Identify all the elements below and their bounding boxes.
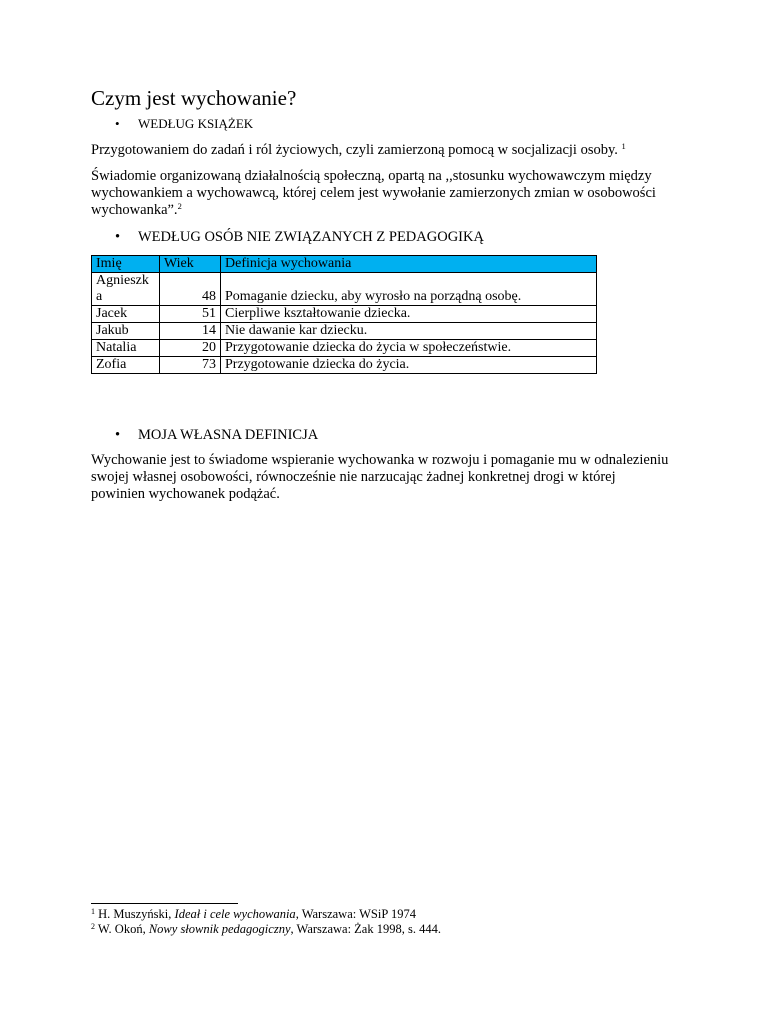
footnote-1: $^1$ H. Muszyński, Ideał i cele wychowania, Warszawa: WSiP 1974: [91, 907, 416, 921]
cell-definition: Przygotowanie dziecka do życia w społeczeństwie.: [221, 340, 597, 357]
cell-name: Agnieszk a: [92, 273, 160, 306]
cell-name: Jacek: [92, 306, 160, 323]
cell-name: Zofia: [92, 357, 160, 374]
table-header-row: [92, 256, 597, 273]
bullet-icon: •: [115, 116, 120, 131]
bullet-icon: •: [115, 427, 121, 443]
bullet-non-pedagogy: [91, 228, 671, 246]
cell-definition: Przygotowanie dziecka do życia.: [221, 357, 597, 374]
definitions-table: [91, 255, 597, 374]
column-header-name: Imię: [92, 256, 160, 273]
bullet-icon: •: [115, 229, 121, 245]
spacer: [91, 374, 671, 426]
cell-name: Natalia: [92, 340, 160, 357]
footnote-ref-2[interactable]: 2: [177, 201, 182, 211]
bullet-non-pedagogy-label: WEDŁUG OSÓB NIE ZWIĄZANYCH Z PEDAGOGIKĄ: [138, 229, 484, 245]
bullet-books-label: WEDŁUG KSIĄŻEK: [138, 116, 254, 131]
cell-age: 48: [160, 273, 221, 306]
definition-paragraph-1: Przygotowaniem do zadań i ról życiowych, czyli zamierzoną pomocą w socjalizacji osoby. $^1$: [91, 141, 626, 158]
bullet-own-definition-label: MOJA WŁASNA DEFINICJA: [138, 427, 319, 443]
cell-definition: Cierpliwe kształtowanie dziecka.: [221, 306, 597, 323]
footnote-ref-1[interactable]: 1: [621, 141, 626, 151]
cell-definition: Pomaganie dziecku, aby wyrosło na porządną osobę.: [221, 273, 597, 306]
footnote-1-work: Ideał i cele wychowania: [174, 907, 296, 921]
column-header-age: Wiek: [160, 256, 221, 273]
cell-age: 20: [160, 340, 221, 357]
cell-age: 73: [160, 357, 221, 374]
table-row: [92, 357, 597, 374]
column-header-definition: Definicja wychowania: [221, 256, 597, 273]
document-title: Czym jest wychowanie?: [91, 86, 297, 110]
cell-age: 51: [160, 306, 221, 323]
cell-definition: Nie dawanie kar dziecku.: [221, 323, 597, 340]
table-row: [92, 273, 597, 306]
definition-paragraph-2: Świadomie organizowaną działalnością społeczną, opartą na ,,stosunku wychowawczym między wychowankiem a wychowawcą, której celem jest wywołanie zamierzonych zmian w osobowości wychowanka”.$^2$: [91, 168, 656, 218]
footnote-2-work: Nowy słownik pedagogiczny: [148, 922, 291, 936]
table-row: [92, 323, 597, 340]
footnotes: [91, 903, 671, 937]
bullet-books: [91, 116, 671, 132]
cell-age: 14: [160, 323, 221, 340]
table-row: [92, 306, 597, 323]
table-row: [92, 340, 597, 357]
footnote-separator: [91, 903, 238, 904]
bullet-own-definition: [91, 426, 671, 444]
own-definition-paragraph: Wychowanie jest to świadome wspieranie wychowanka w rozwoju i pomaganie mu w odnalezieniu swojej własnej osobowości, równocześnie nie narzucając żadnej konkretnej drogi w której powinien wychowanek podążać.: [91, 452, 669, 502]
footnote-2: $^2$ W. Okoń, Nowy słownik pedagogiczny, Warszawa: Żak 1998, s. 444.: [91, 922, 441, 936]
document-body: [91, 84, 671, 512]
cell-name: Jakub: [92, 323, 160, 340]
